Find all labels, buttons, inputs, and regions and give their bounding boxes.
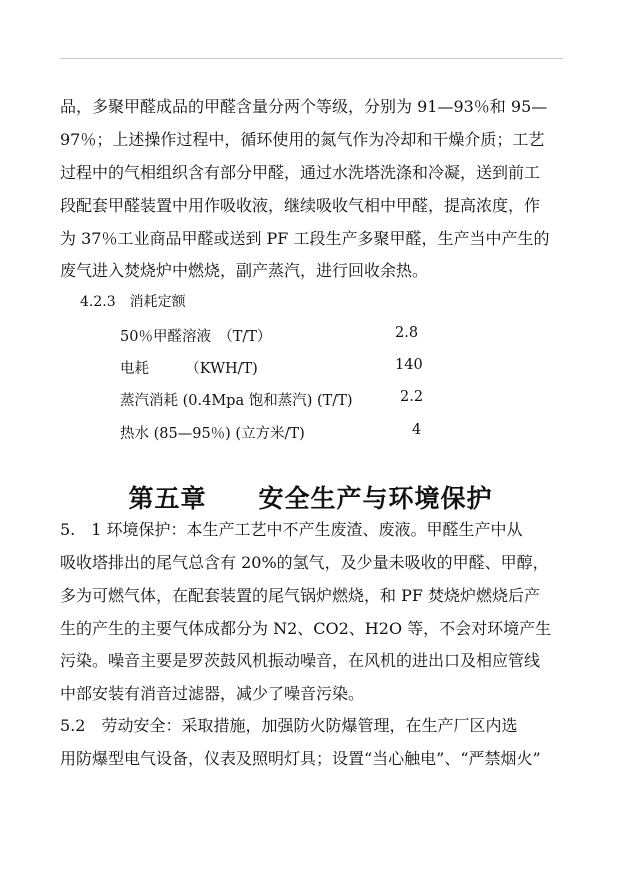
section-4-2-3-heading: 4.2.3 消耗定额 xyxy=(80,294,186,310)
paragraph-3-line-1: 5.2 劳动安全：采取措施，加强防火防爆管理，在生产厂区内选 xyxy=(60,716,518,735)
consumption-item-3: 蒸汽消耗 (0.4Mpa 饱和蒸汽) (T/T) xyxy=(120,393,353,409)
paragraph-1-line-1: 品，多聚甲醛成品的甲醛含量分两个等级，分别为 91—93％和 95— xyxy=(60,97,548,116)
paragraph-1-line-2: 97％；上述操作过程中，循环使用的氮气作为冷却和干燥介质；工艺 xyxy=(60,130,545,149)
paragraph-3-line-2: 用防爆型电气设备，仪表及照明灯具；设置“当心触电”、“严禁烟火” xyxy=(60,749,541,768)
paragraph-2-line-3: 多为可燃气体，在配套装置的尾气锅炉燃烧，和 PF 焚烧炉燃烧后产 xyxy=(60,586,541,605)
paragraph-2-line-5: 污染。噪音主要是罗茨鼓风机振动噪音，在风机的进出口及相应管线 xyxy=(60,651,541,670)
header-rule xyxy=(60,58,563,59)
paragraph-2-line-2: 吸收塔排出的尾气总含有 20%的氢气，及少量未吸收的甲醛、甲醇， xyxy=(60,553,549,572)
consumption-item-2: 电耗 （KWH/T) xyxy=(120,361,258,377)
consumption-value-4: 4 xyxy=(412,422,422,438)
paragraph-2-line-4: 生的产生的主要气体成都分为 N2、CO2、H2O 等，不会对环境产生 xyxy=(60,619,552,638)
paragraph-2-line-6: 中部安装有消音过滤器，减少了噪音污染。 xyxy=(60,684,365,703)
paragraph-1-line-3: 过程中的气相组织含有部分甲醛，通过水洗塔洗涤和冷凝，送到前工 xyxy=(60,163,541,182)
chapter-title: 第五章 安全生产与环境保护 xyxy=(128,484,493,513)
consumption-item-4: 热水 (85—95％) (立方米/T) xyxy=(120,426,305,442)
consumption-value-1: 2.8 xyxy=(395,325,419,341)
paragraph-1-line-5: 为 37％工业商品甲醛或送到 PF 工段生产多聚甲醛，生产当中产生的 xyxy=(60,229,550,248)
consumption-value-2: 140 xyxy=(395,357,423,373)
paragraph-1-line-6: 废气进入焚烧炉中燃烧，副产蒸汽，进行回收余热。 xyxy=(60,261,429,280)
paragraph-1-line-4: 段配套甲醛装置中用作吸收液，继续吸收气相中甲醛，提高浓度，作 xyxy=(60,196,541,215)
consumption-value-3: 2.2 xyxy=(400,389,424,405)
paragraph-2-line-1: 5. 1 环境保护：本生产工艺中不产生废渣、废液。甲醛生产中从 xyxy=(60,520,523,539)
consumption-item-1: 50％甲醛溶液 （T/T） xyxy=(120,329,272,345)
